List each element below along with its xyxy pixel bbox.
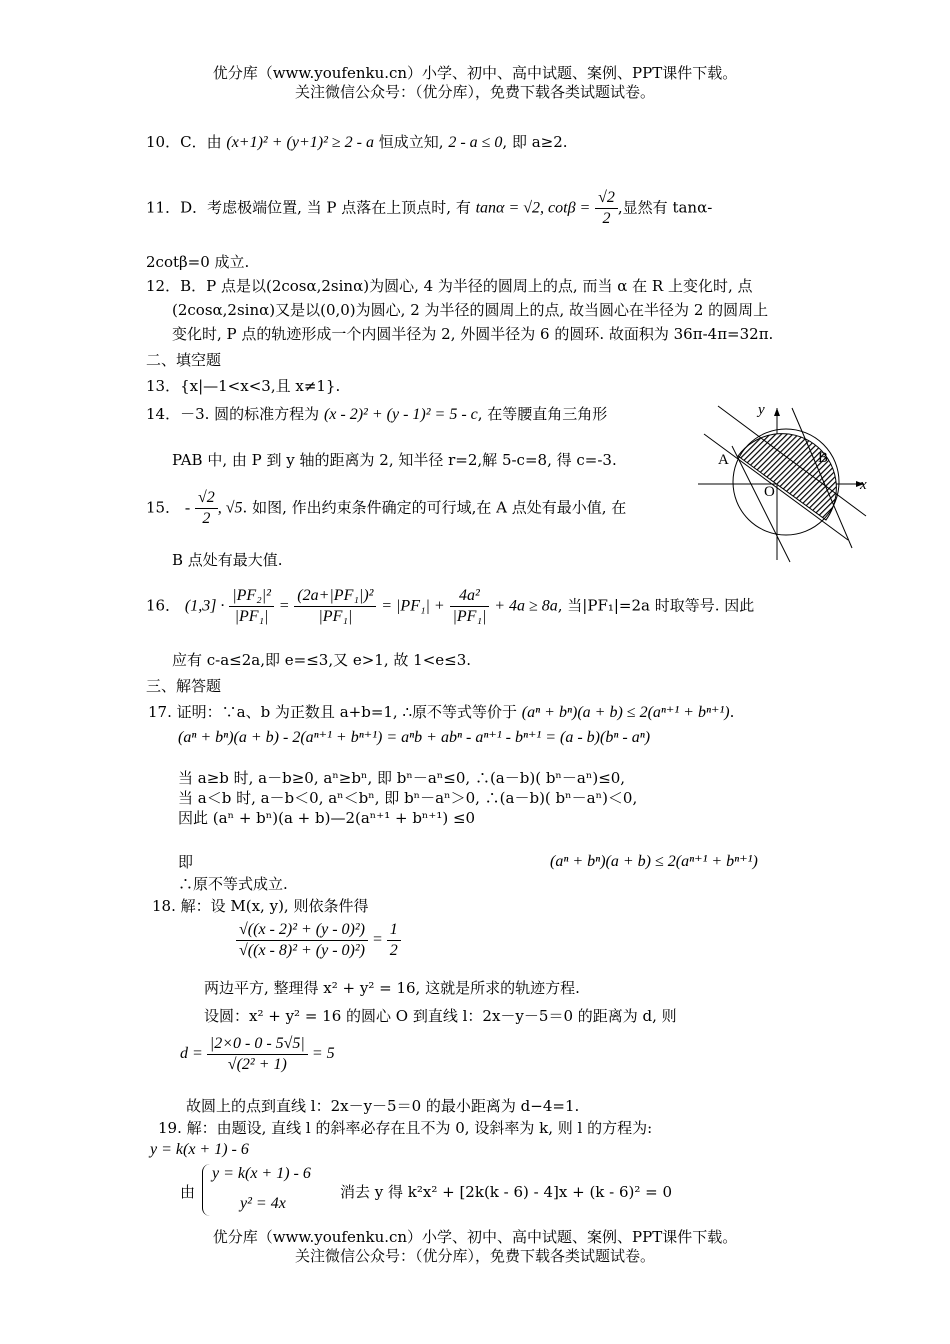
answer-17-line-3: 当 a≥b 时, a－b≥0, aⁿ≥bⁿ, 即 bⁿ－aⁿ≤0, ∴(a－b)( bⁿ－aⁿ)≤0,	[178, 769, 626, 787]
page-footer	[0, 1228, 950, 1266]
answer-15	[146, 488, 626, 529]
fraction-numerator: |PF₂|²	[229, 586, 274, 607]
fraction-numerator: 4a²	[450, 586, 490, 607]
x-axis-label: x	[860, 477, 867, 493]
answer-16-tail: + 4a ≥ 8a	[494, 597, 558, 615]
answer-15-negative: -	[184, 499, 191, 517]
answer-11-fraction	[595, 188, 618, 229]
answer-19-system-suffix: 消去 y 得 k²x² + [2k(k - 6) - 4]x + (k - 6)² = 0	[340, 1183, 673, 1201]
fraction-numerator: |2×0 - 0 - 5√5|	[207, 1034, 308, 1055]
answer-15-suffix: . 如图, 作出约束条件确定的可行域,在 A 点处有最小值, 在	[242, 498, 627, 517]
footer-line-1: 优分库（www.youfenku.cn）小学、初中、高中试题、案例、PPT课件下载。	[212, 1228, 738, 1246]
answer-16-fraction-2	[294, 586, 376, 627]
answer-17-line-7: ∴原不等式成立.	[178, 875, 288, 893]
fraction-numerator: √((x - 2)² + (y - 0)²)	[236, 920, 368, 941]
answer-16-prefix: 16．	[146, 596, 181, 615]
answer-10-formula: (x+1)² + (y+1)² ≥ 2 - a	[226, 134, 374, 151]
answer-13: 13．{x|—1<x<3,且 x≠1}.	[146, 377, 341, 395]
fraction-denominator: |PF₁|	[452, 608, 487, 625]
answer-14-continued: PAB 中, 由 P 到 y 轴的距离为 2, 知半径 r=2,解 5-c=8, 得 c=-3.	[172, 451, 617, 469]
answer-14-suffix: , 在等腰直角三角形	[477, 405, 608, 423]
section-solutions: 三、解答题	[146, 677, 222, 695]
answer-16-suffix: , 当|PF₁|=2a 时取等号. 因此	[557, 596, 755, 615]
answer-11-prefix: 11．D．考虑极端位置, 当 P 点落在上顶点时, 有	[146, 198, 471, 217]
answer-16-range: (1,3] ·	[184, 597, 225, 615]
answer-15-second-value: , √5	[217, 499, 243, 517]
answer-18-line-1: 18. 解：设 M(x, y), 则依条件得	[152, 897, 369, 915]
fraction-numerator: √2	[195, 488, 218, 509]
feasible-region-diagram	[698, 398, 870, 564]
page-header	[0, 64, 950, 102]
answer-17-line-2: (aⁿ + bⁿ)(a + b) - 2(aⁿ⁺¹ + bⁿ⁺¹) = aⁿb + abⁿ - aⁿ⁺¹ - bⁿ⁺¹ = (a - b)(bⁿ - aⁿ)	[178, 729, 651, 746]
fraction-denominator: 2	[202, 510, 211, 527]
answer-18-distance	[180, 1034, 335, 1075]
header-line-2: 关注微信公众号：（优分库），免费下载各类试题试卷。	[294, 83, 655, 101]
answer-10	[146, 132, 568, 153]
answer-17-prefix: 17. 证明：∵a、b 为正数且 a+b=1, ∴原不等式等价于	[148, 703, 518, 721]
answer-10-prefix: 10．C．由	[146, 133, 222, 151]
fraction-numerator: √2	[595, 188, 618, 209]
system-brace	[202, 1164, 211, 1216]
answer-19-system-prefix: 由	[180, 1183, 196, 1201]
answer-18-line-3: 两边平方, 整理得 x² + y² = 16, 这就是所求的轨迹方程.	[204, 979, 580, 997]
answer-12-line-1: 12．B．P 点是以(2cosα,2sinα)为圆心, 4 为半径的圆周上的点, 而当 α 在 R 上变化时, 点	[146, 277, 753, 295]
answer-15-prefix: 15．	[146, 498, 181, 517]
answer-11-continued: 2cotβ=0 成立.	[146, 253, 250, 271]
answer-15-continued: B 点处有最大值.	[172, 551, 283, 569]
footer-line-2: 关注微信公众号：（优分库），免费下载各类试题试卷。	[294, 1247, 655, 1265]
answer-16	[146, 586, 754, 627]
answer-16-continued: 应有 c-a≤2a,即 e=≤3,又 e>1, 故 1<e≤3.	[172, 651, 472, 669]
fraction-numerator: 1	[387, 920, 401, 941]
origin-label: O	[764, 484, 775, 500]
answer-18-distance-fraction	[207, 1034, 308, 1075]
answer-10-formula-2: 2 - a ≤ 0	[448, 134, 503, 151]
fraction-numerator: (2a+|PF₁|)²	[294, 586, 376, 607]
answer-11-formula: tanα = √2, cotβ =	[475, 199, 591, 217]
answer-17-formula: (aⁿ + bⁿ)(a + b) ≤ 2(aⁿ⁺¹ + bⁿ⁺¹)	[521, 704, 730, 721]
answer-16-fraction-3	[450, 586, 490, 627]
fraction-denominator: |PF₁|	[318, 608, 353, 625]
fraction-denominator: |PF₁|	[234, 608, 269, 625]
answer-19-system-eq-1: y = k(x + 1) - 6	[212, 1165, 311, 1182]
answer-16-equals: =	[278, 597, 290, 615]
answer-15-fraction	[195, 488, 218, 529]
point-a-label: A	[718, 452, 729, 468]
answer-11-suffix: ,显然有 tanα-	[617, 198, 713, 217]
answer-16-fraction-1	[229, 586, 274, 627]
answer-18-line-6: 故圆上的点到直线 l：2x－y－5＝0 的最小距离为 d−4=1.	[186, 1097, 580, 1115]
answer-17-line-6-prefix: 即	[178, 853, 194, 871]
fraction-denominator: √((x - 8)² + (y - 0)²)	[239, 942, 365, 959]
answer-14	[146, 404, 607, 425]
header-line-1: 优分库（www.youfenku.cn）小学、初中、高中试题、案例、PPT课件下载。	[212, 64, 738, 82]
answer-12-line-2: (2cosα,2sinα)又是以(0,0)为圆心, 2 为半径的圆周上的点, 故当圆心在半径为 2 的圆周上	[172, 301, 769, 319]
answer-10-mid: 恒成立知,	[378, 133, 444, 151]
answer-14-prefix: 14．－3. 圆的标准方程为	[146, 405, 320, 423]
distance-rhs: = 5	[311, 1045, 335, 1063]
y-axis-arrow-icon	[774, 408, 780, 416]
answer-18-equals: =	[372, 931, 383, 949]
answer-17-suffix: .	[729, 703, 735, 721]
point-b-label: B	[818, 450, 829, 466]
answer-18-half	[387, 920, 401, 961]
distance-lhs: d =	[180, 1045, 203, 1063]
answer-17-line-5: 因此 (aⁿ + bⁿ)(a + b)—2(aⁿ⁺¹ + bⁿ⁺¹) ≤0	[178, 809, 476, 827]
fraction-denominator: 2	[602, 210, 611, 227]
answer-18-line-4: 设圆：x² + y² = 16 的圆心 O 到直线 l：2x－y－5＝0 的距离为 d, 则	[204, 1007, 677, 1025]
answer-19-system-eq-2: y² = 4x	[240, 1195, 286, 1212]
section-fill-blank: 二、填空题	[146, 351, 222, 369]
answer-17-line-6-formula: (aⁿ + bⁿ)(a + b) ≤ 2(aⁿ⁺¹ + bⁿ⁺¹)	[550, 853, 758, 870]
answer-19-line-1: 19. 解：由题设, 直线 l 的斜率必存在且不为 0, 设斜率为 k, 则 l 的方程为:	[158, 1119, 653, 1137]
fraction-denominator: 2	[389, 942, 398, 959]
answer-16-middle: = |PF₁| +	[381, 597, 445, 615]
y-axis-label: y	[758, 402, 765, 418]
answer-19-line-2: y = k(x + 1) - 6	[150, 1141, 249, 1158]
answer-12-line-3: 变化时, P 点的轨迹形成一个内圆半径为 2, 外圆半径为 6 的圆环. 故面积为 36π-4π=32π.	[172, 325, 774, 343]
answer-18-ratio	[236, 920, 401, 961]
answer-10-suffix: , 即 a≥2.	[502, 133, 568, 151]
fraction-denominator: √(2² + 1)	[227, 1056, 287, 1073]
answer-17-line-4: 当 a＜b 时, a－b＜0, aⁿ＜bⁿ, 即 bⁿ－aⁿ＞0, ∴(a－b)( bⁿ－aⁿ)＜0,	[178, 789, 638, 807]
answer-11	[146, 188, 712, 229]
answer-18-fraction	[236, 920, 368, 961]
answer-17-line-1	[148, 702, 734, 723]
answer-14-formula: (x - 2)² + (y - 1)² = 5 - c	[323, 406, 478, 423]
